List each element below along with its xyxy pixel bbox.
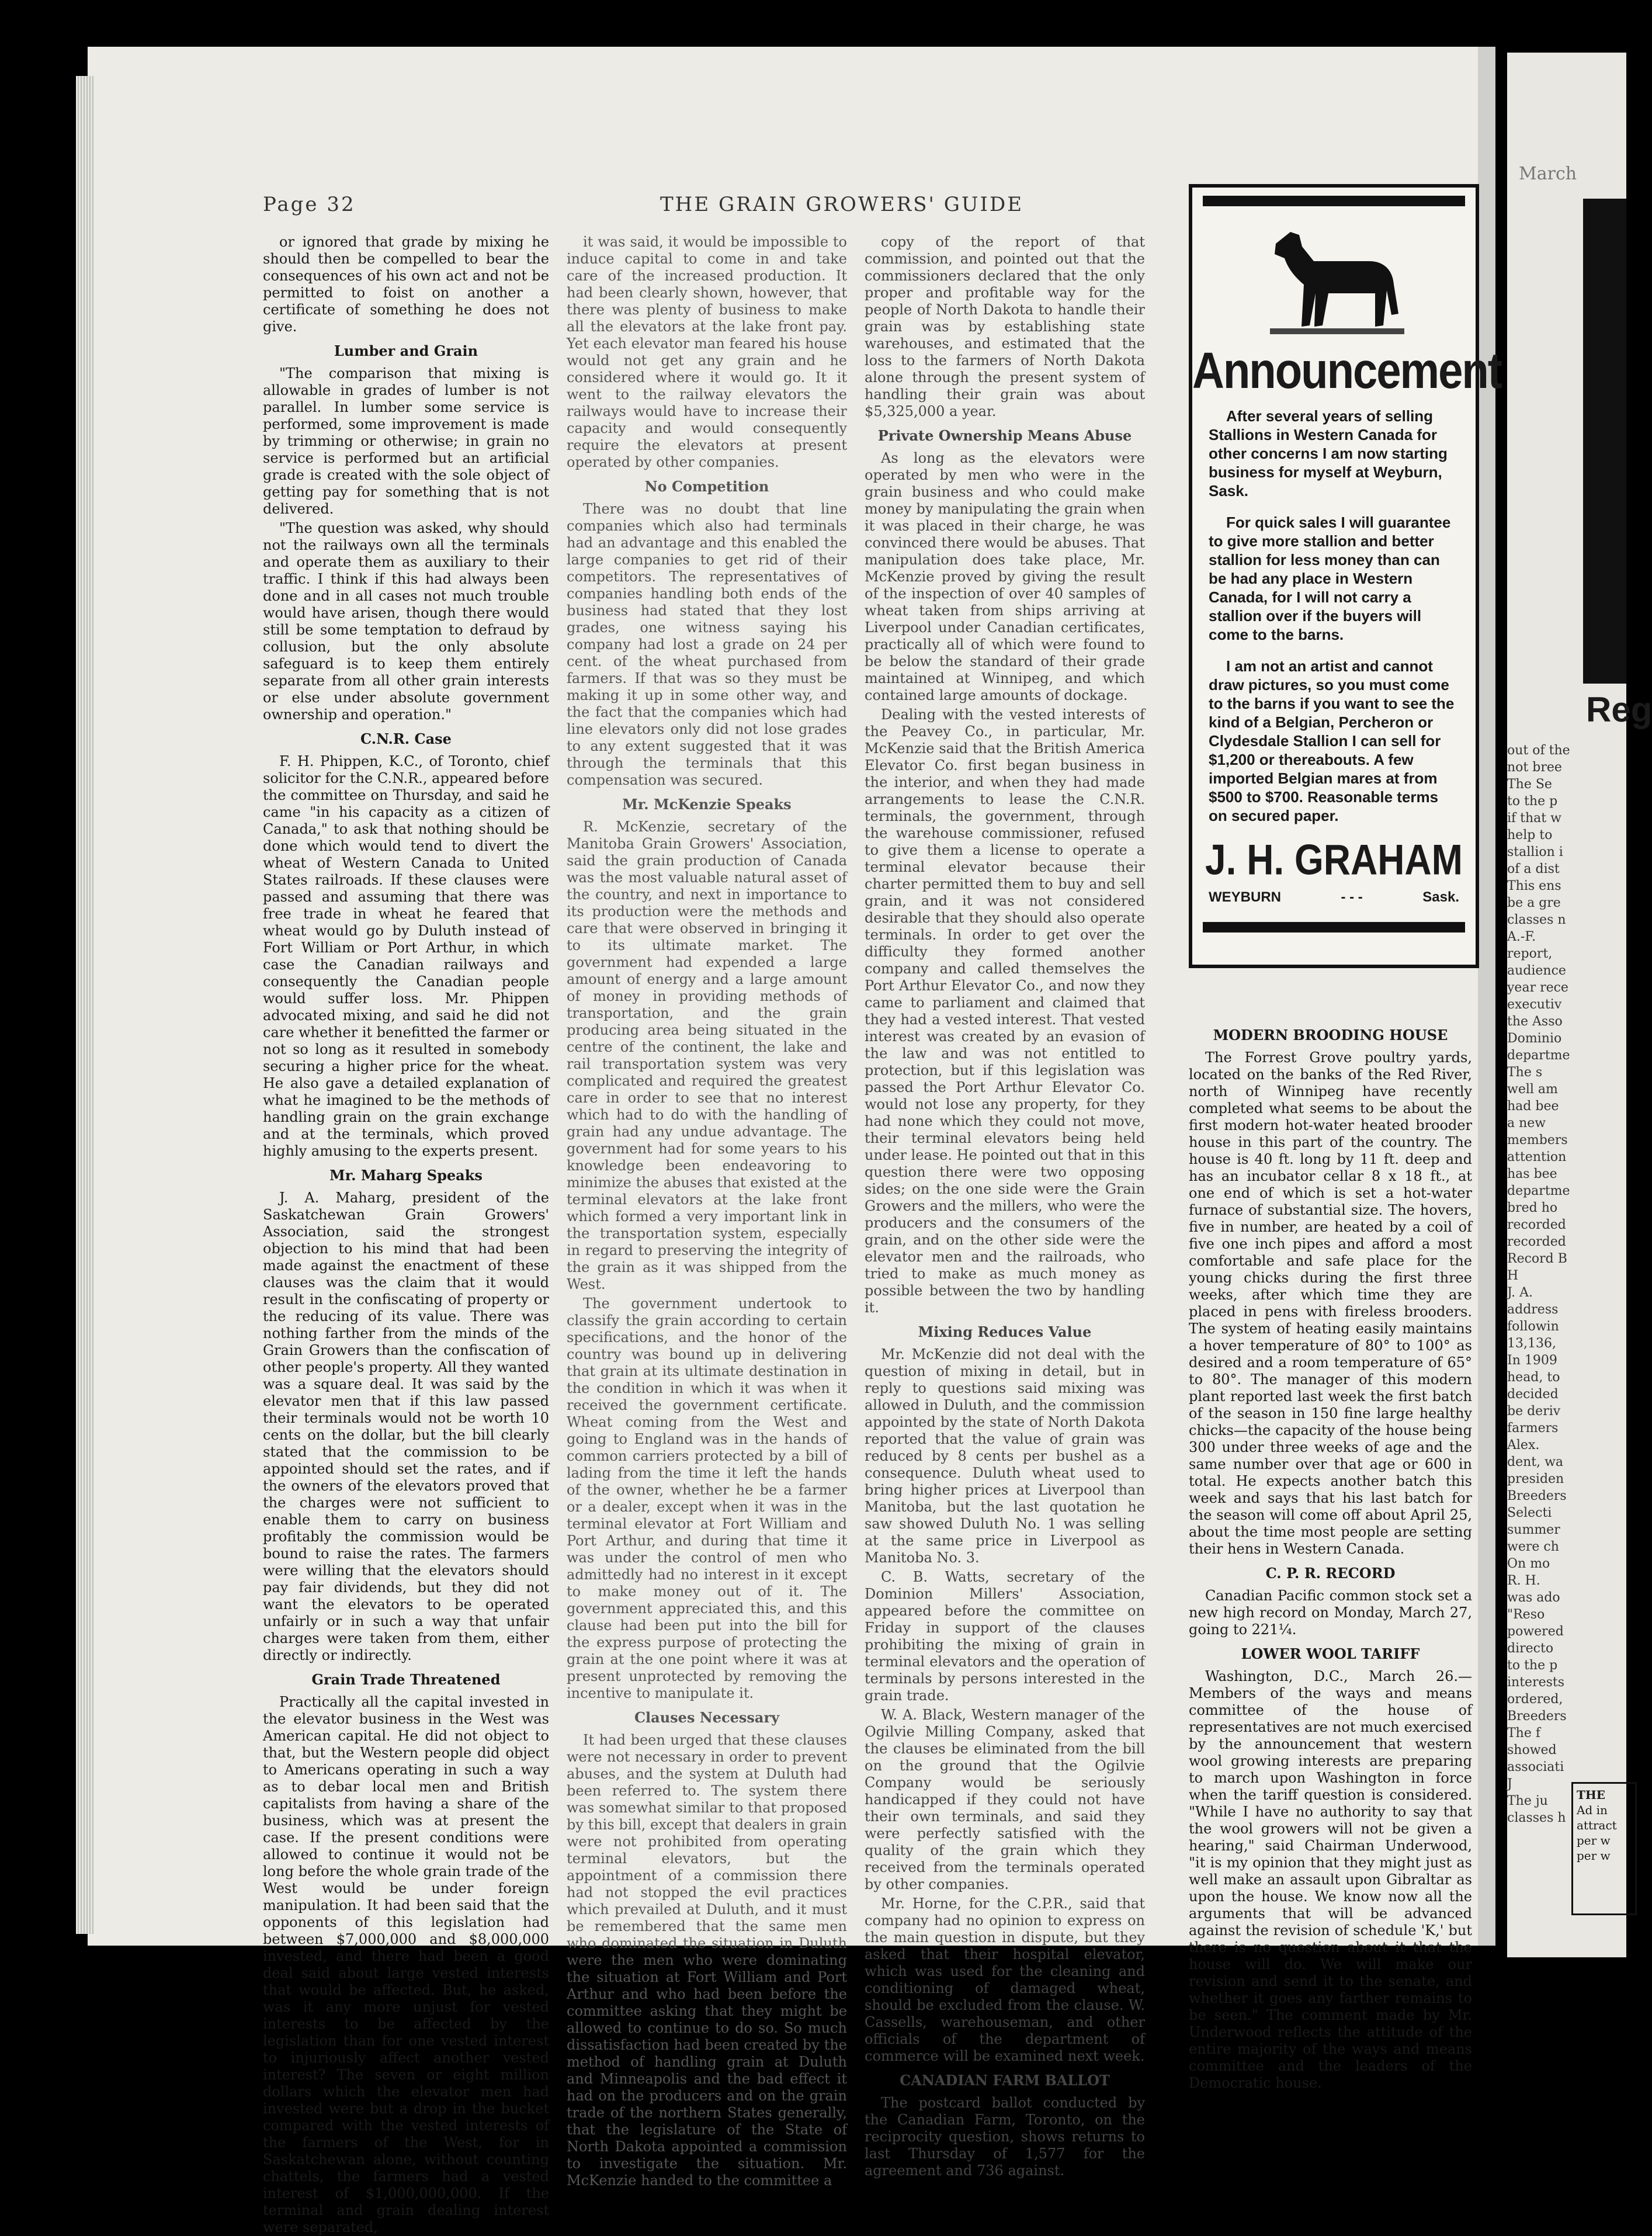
adjacent-line: powered	[1507, 1624, 1564, 1639]
article-paragraph: There was no doubt that line companies which also had terminals had an advantage and this enabled the large companies to get rid of their competitors. The representatives of companies handling both ends of the business had stated that they lost grades, one witness saying his company had lost a grade on 24 per cent. of the wheat purchased from farmers. If that was so they must be making it up in some other way, and the fact that the companies which had line elevators only did not lose grades to any extent suggested that it was through the terminals that this compensation was secured.	[567, 501, 847, 788]
adjacent-line: This ens	[1507, 879, 1561, 893]
adjacent-line: J. A.	[1507, 1285, 1533, 1300]
adjacent-line: decided	[1507, 1387, 1559, 1402]
adjacent-line: presiden	[1507, 1472, 1564, 1486]
adjacent-line: The s	[1507, 1065, 1543, 1080]
article-paragraph: "The comparison that mixing is allowable in grades of lumber is not parallel. In lumber some service is performed, some improvement is made by trimming or otherwise; in grain no service is performed but an artificial grade is created with the sole object of getting pay for something that is not delivered.	[263, 365, 549, 517]
page-stack-edge	[76, 76, 93, 1934]
adjacent-line: Breeders	[1507, 1489, 1567, 1503]
article-paragraph: The Forrest Grove poultry yards, located on the banks of the Red River, north of Winnipeg have recently completed what seems to be about the first modern hot-water heated brooder house in this part of the country. The house is 40 ft. long by 11 ft. deep and has an incubator cellar 8 x 18 ft., at one end of which is set a hot-water furnace of substantial size. The hovers, five in number, are heated by a coil of five one inch pipes and afford a most comfortable and safe place for the young chicks during the first three weeks, after which time they are placed in pens with fireless brooders. The system of heating easily maintains a hover temperature of 80° to 100° as desired and a room temperature of 65° to 80°. The manager of this modern plant reported last week the first batch of the season in 150 fine large healthy chicks—the capacity of the house being 300 under three weeks of age and the same number over that age or 600 in total. He expects another batch this week and says that his last batch for the season will come off about April 25, about the time most people are setting their hens in Western Canada.	[1189, 1049, 1472, 1557]
ad-top-rule	[1203, 196, 1465, 206]
adjacent-box-line: attract	[1577, 1818, 1617, 1832]
article-paragraph: R. McKenzie, secretary of the Manitoba Grain Growers' Association, said the grain production of Canada was the most valuable natural asset of the country, and next in importance to its production were the methods and care that were observed in bringing it to its ultimate market. The government had expended a large amount of energy and a large amount of money in providing methods of transportation, and the grain producing area being situated in the centre of the continent, the lake and rail transportation system was very complicated and required the greatest care in order to see that no interest which had to do with the handling of grain had any undue advantage. The government had for some years to his knowledge been endeavoring to minimize the abuses that existed at the terminal elevators at the lake front which formed a very important link in the transportation system, especially in regard to preserving the integrity of the grain as it was shipped from the West.	[567, 819, 847, 1292]
section-heading: Mixing Reduces Value	[918, 1323, 1092, 1340]
advertiser-location	[1209, 889, 1459, 906]
adjacent-line: help to	[1507, 828, 1553, 843]
article-paragraph: "The question was asked, why should not the railways own all the terminals and operate them as auxiliary to their traffic. I think if this had always been done and in all cases not much trouble would have arisen, though there would still be some temptation to defraud by collusion, but the only absolute safeguard is to keep them entirely separate from all other grain interests or else under absolute government ownership and operation."	[263, 520, 549, 723]
page-number: Page 32	[263, 193, 356, 216]
section-heading: LOWER WOOL TARIFF	[1241, 1645, 1420, 1662]
adjacent-line: Breeders	[1507, 1709, 1567, 1724]
article-paragraph: Canadian Pacific common stock set a new high record on Monday, March 27, going to 221¼.	[1189, 1587, 1472, 1638]
adjacent-line: were ch	[1507, 1540, 1559, 1554]
adjacent-image-block	[1583, 199, 1626, 684]
adjacent-line: departme	[1507, 1184, 1570, 1198]
stallion-advertisement	[1189, 184, 1502, 968]
article-paragraph: it was said, it would be impossible to induce capital to come in and take care of the increased production. It had been clearly shown, however, that there was plenty of business to make all the elevators at the lake front pay. Yet each elevator man feared his house would not get any grain and he considered where it would go. It it went to the railway elevators the railways would have to increase their capacity and would consequently require the elevators at present operated by other companies.	[567, 234, 847, 470]
adjacent-line: had bee	[1507, 1099, 1559, 1114]
adjacent-line: Alex.	[1507, 1438, 1540, 1452]
adjacent-line: was ado	[1507, 1590, 1560, 1605]
article-paragraph: Practically all the capital invested in the elevator business in the West was American capital. He did not object to that, but the Western people did object to Americans operating in such a way as to debar local men and British capitalists from having a share of the business, which was at present the case. If the present conditions were allowed to continue it would not be long before the whole grain trade of the West would be under foreign manipulation. It had been said that the opponents of this legislation had between $7,000,000 and $8,000,000 invested, and there had been a good deal said about large vested interests that would be affected. But, he asked, was it any more unjust for vested interests to be affected by the legislation than for one vested interest to injuriously affect another vested interest? The seven or eight million dollars which the elevator men had invested were but a drop in the bucket compared with the vested interests of the farmers of the West, for in Saskatchewan alone, without counting chattels, the farmers had a vested interest of $1,000,000,000. If the terminal and grain dealing interest were separated,	[263, 1694, 549, 2235]
adjacent-line: a new	[1507, 1116, 1546, 1131]
adjacent-line: The f	[1507, 1726, 1540, 1741]
adjacent-line: interests	[1507, 1675, 1565, 1690]
adjacent-line: classes h	[1507, 1811, 1566, 1825]
adjacent-line: Record B	[1507, 1252, 1567, 1266]
advertiser-town: WEYBURN	[1209, 889, 1281, 905]
adjacent-line: associati	[1507, 1760, 1564, 1774]
section-heading: Mr. Maharg Speaks	[329, 1167, 483, 1184]
article-paragraph: It had been urged that these clauses were not necessary in order to prevent abuses, and the system at Duluth had been referred to. The system there was somewhat similar to that proposed by this bill, except that dealers in grain were not prohibited from operating terminal elevators, but the appointment of a commission there had not stopped the evil practices which prevailed at Duluth, and it must be remembered that the same men who dominated the situation in Duluth were the men who were dominating the situation at Fort William and Port Arthur and who had been before the committee asking that they might be allowed to continue to do so. So much dissatisfaction had been created by the method of handling grain at Duluth and Minneapolis and the bad effect it had on the producers and on the grain trade of the northern States generally, that the legislature of the State of North Dakota appointed a commission to investigate the situation. Mr. McKenzie handed to the committee a	[567, 1732, 847, 2189]
adjacent-line: J	[1507, 1777, 1512, 1791]
adjacent-line: to the p	[1507, 1658, 1558, 1673]
adjacent-line: directo	[1507, 1641, 1554, 1656]
section-heading: Lumber and Grain	[334, 342, 478, 359]
section-heading: Mr. McKenzie Speaks	[622, 796, 792, 813]
adjacent-line: of a dist	[1507, 862, 1560, 876]
adjacent-line: out of the	[1507, 743, 1570, 758]
article-paragraph: Mr. McKenzie did not deal with the question of mixing in detail, but in reply to questions said mixing was allowed in Duluth, and the commission appointed by the state of North Dakota reported that the value of grain was reduced by 8 cents per bushel as a consequence. Duluth wheat used to bring higher prices at Liverpool than Manitoba, but the last quotation he saw showed Duluth No. 1 was selling at the same price in Liverpool as Manitoba No. 3.	[865, 1346, 1145, 1566]
adjacent-box-line: per w	[1577, 1849, 1611, 1863]
adjacent-line: members	[1507, 1133, 1568, 1148]
column-2	[567, 234, 847, 2189]
adjacent-line: stallion i	[1507, 845, 1563, 859]
adjacent-line: In 1909	[1507, 1353, 1557, 1368]
adjacent-line: recorded	[1507, 1218, 1566, 1232]
section-heading: Private Ownership Means Abuse	[877, 427, 1132, 444]
adjacent-line: not bree	[1507, 760, 1562, 775]
horse-icon	[1258, 220, 1410, 337]
section-heading: C. P. R. RECORD	[1265, 1565, 1396, 1582]
adjacent-line: On mo	[1507, 1556, 1550, 1571]
article-paragraph: C. B. Watts, secretary of the Dominion Millers' Association, appeared before the committee on Friday in support of the clauses prohibiting the mixing of grain in terminal elevators and the operation of terminals by persons interested in the grain trade.	[865, 1569, 1145, 1704]
adjacent-line: well am	[1507, 1082, 1558, 1097]
article-paragraph: J. A. Maharg, president of the Saskatchewan Grain Growers' Association, said the strongest objection to his mind that had been made against the enactment of these clauses was the claim that it would result in the confiscating of property or the reducing of its value. There was nothing farther from the minds of the Grain Growers than the confiscation of other people's property. All they wanted was a square deal. It was said by the elevator men that if this law passed their terminals would not be worth 10 cents on the dollar, but the bill clearly stated that the commission to be appointed should set the rates, and if the owners of the elevators proved that the charges were not sufficient to enable them to carry on business profitably the commission would be bound to raise the rates. The farmers were willing that the elevators should pay fair dividends, but they did not want the elevators to be operated unfairly or in such a way that unfair charges were taken from them, either directly or indirectly.	[263, 1190, 549, 1663]
adjacent-line: R. H.	[1507, 1573, 1540, 1588]
adjacent-box-line: THE	[1577, 1788, 1606, 1802]
adjacent-box-line: per w	[1577, 1833, 1611, 1847]
adjacent-line: address	[1507, 1302, 1559, 1317]
column-3	[865, 234, 1145, 2179]
adjacent-line: showed	[1507, 1743, 1557, 1757]
ad-paragraph-1: After several years of selling Stallions in Western Canada for other concerns I am now starting business for myself at Weyburn, Sask.	[1209, 407, 1448, 500]
adjacent-line: audience	[1507, 963, 1566, 978]
adjacent-line: The ju	[1507, 1794, 1548, 1808]
ad-paragraph-2: For quick sales I will guarantee to give more stallion and better stallion for less money than can be had any place in Western Canada, for I will not carry a stallion over if the buyers will come to the barns.	[1209, 514, 1451, 643]
article-paragraph: or ignored that grade by mixing he should then be compelled to bear the consequences of his own act and not be permitted to foist on another a certificate of something he does not give.	[263, 234, 549, 335]
adjacent-line: year rece	[1507, 980, 1568, 995]
section-heading: Grain Trade Threatened	[311, 1671, 501, 1688]
adjacent-ad-box	[1571, 1782, 1637, 1915]
adjacent-line: has bee	[1507, 1167, 1557, 1181]
article-paragraph: copy of the report of that commission, and pointed out that the commissioners declared that the only proper and profitable way for the people of North Dakota to handle their grain was by establishing state warehouses, and estimated that the loss to the farmers of North Dakota alone through the present system of handling their grain was about $5,325,000 a year.	[865, 234, 1145, 420]
adjacent-line: "Reso	[1507, 1607, 1545, 1622]
section-heading: MODERN BROODING HOUSE	[1213, 1027, 1448, 1044]
article-paragraph: The government undertook to classify the grain according to certain specifications, and the honor of the country was bound up in delivering that grain at its ultimate destination in the condition in which it was when it received the government certificate. Wheat coming from the West and going to England was in the hands of common carriers protected by a bill of lading from the time it left the hands of the owner, whether he be a farmer or a dealer, except when it was in the terminal elevator at Fort William and Port Arthur, and during that time it was under the control of men who admittedly had no interest in it except to make money out of it. The government appreciated this, and this clause had been put into the bill for the express purpose of protecting the grain at the one point where it was at present unprotected by removing the incentive to manipulate it.	[567, 1295, 847, 1701]
adjacent-line: followin	[1507, 1319, 1559, 1334]
ad-paragraph-3: I am not an artist and cannot draw pictures, so you must come to the barns if you want to see the kind of a Belgian, Percheron or Clydesdale Stallion I can sell for $1,200 or thereabouts. A few imported Belgian mares at from $500 to $700. Reasonable terms on secured paper.	[1209, 657, 1455, 824]
adjacent-page	[1507, 53, 1652, 1957]
section-heading: CANADIAN FARM BALLOT	[900, 2072, 1110, 2089]
adjacent-line: Dominio	[1507, 1031, 1562, 1046]
ad-title: Announcement	[1192, 342, 1502, 400]
advertiser-name: J. H. GRAHAM	[1205, 835, 1463, 884]
article-paragraph: The postcard ballot conducted by the Canadian Farm, Toronto, on the reciprocity question, shows returns to last Thursday of 1,577 for the agreement and 736 against.	[865, 2095, 1145, 2179]
adjacent-heading: Reg	[1586, 690, 1652, 729]
article-paragraph: Mr. Horne, for the C.P.R., said that company had no opinion to express on the main question in dispute, but they asked that their hospital elevator, which was used for the cleaning and conditioning of damaged wheat, should be excluded from the clause. W. Cassells, warehouseman, and other officials of the department of commerce will be examined next week.	[865, 1895, 1145, 2064]
adjacent-line: if that w	[1507, 811, 1561, 826]
adjacent-line: be deriv	[1507, 1404, 1561, 1419]
adjacent-line: to the p	[1507, 794, 1558, 809]
column-1	[263, 234, 549, 2235]
adjacent-line: A.-F.	[1507, 930, 1536, 944]
masthead: THE GRAIN GROWERS' GUIDE	[660, 193, 1024, 216]
adjacent-line: recorded	[1507, 1235, 1566, 1249]
adjacent-text	[1507, 742, 1624, 1826]
adjacent-line: report,	[1507, 947, 1553, 961]
adjacent-line: executiv	[1507, 997, 1562, 1012]
adjacent-line: H	[1507, 1268, 1519, 1283]
adjacent-page-header: March	[1519, 164, 1577, 184]
advertiser-province: Sask.	[1422, 889, 1459, 905]
adjacent-line: classes n	[1507, 913, 1566, 927]
article-paragraph: Washington, D.C., March 26.—Members of the ways and means committee of the house of representatives are not much exercised by the announcement that western wool growing interests are preparing to march upon Washington in force when the tariff question is considered. "While I have no authority to say that the wool growers will not be given a hearing," said Chairman Underwood, "it is my opinion that they might just as well make an assault upon Gibraltar as upon the house. We know now all the arguments that will be advanced against the revision of schedule 'K,' but there is no question about it that the house will do. We will make our revision and send it to the senate, and whether it goes any farther remains to be seen." The comment made by Mr. Underwood reflects the attitude of the entire majority of the ways and means committee and the leaders of the Democratic house.	[1189, 1668, 1472, 2091]
column-4	[1189, 1020, 1472, 2091]
section-heading: C.N.R. Case	[360, 730, 452, 747]
adjacent-line: The Se	[1507, 777, 1552, 792]
article-paragraph: W. A. Black, Western manager of the Ogilvie Milling Company, asked that the clauses be eliminated from the bill on the ground that the Ogilvie Company would be seriously handicapped if they could not have their own terminals, and said they were perfectly satisfied with the quality of the grain which they received from the terminals operated by other companies.	[865, 1707, 1145, 1892]
adjacent-line: ordered,	[1507, 1692, 1563, 1707]
section-heading: Clauses Necessary	[634, 1709, 780, 1726]
adjacent-line: be a gre	[1507, 896, 1561, 910]
adjacent-line: the Asso	[1507, 1014, 1563, 1029]
adjacent-line: farmers	[1507, 1421, 1559, 1436]
adjacent-line: Selecti	[1507, 1506, 1552, 1520]
adjacent-line: 13,136,	[1507, 1336, 1556, 1351]
ad-bottom-rule	[1203, 922, 1465, 932]
article-paragraph: Dealing with the vested interests of the Peavey Co., in particular, Mr. McKenzie said that the British America Elevator Co. first began business in the interior, and when they had made arrangements to lease the C.N.R. terminals, the government, through the warehouse commissioner, refused to give them a license to operate a terminal elevator because their charter permitted them to buy and sell grain, and it was not considered desirable that they should also operate terminals. In order to get over the difficulty they formed another company and called themselves the Port Arthur Elevator Co., and now they came to parliament and claimed that they had a vested interest. That vested interest was created by an evasion of the law and was not entitled to protection, but if this legislation was passed the Port Arthur Elevator Co. would not lose any property, for they had none which they could not move, their terminal elevators being held under lease. He pointed out that in this question there were two opposing sides; on the one side were the Grain Growers and the millers, who were the producers and the consumers of the grain, and on the other side were the elevator men and the railroads, who tried to make as much money as possible between the two by handling it.	[865, 706, 1145, 1316]
location-dashes: - - -	[1341, 889, 1363, 905]
adjacent-line: attention	[1507, 1150, 1567, 1164]
section-heading: No Competition	[644, 478, 769, 495]
article-paragraph: As long as the elevators were operated by men who were in the grain business and who could make money by manipulating the grain when it was placed in their charge, he was convinced there would be abuses. That manipulation does take place, Mr. McKenzie proved by giving the result of the inspection of over 40 samples of wheat taken from ships arriving at Liverpool under Canadian certificates, practically all of which were found to be below the standard of their grade maintained at Winnipeg, and which contained large amounts of dockage.	[865, 450, 1145, 703]
adjacent-line: summer	[1507, 1523, 1560, 1537]
article-paragraph: F. H. Phippen, K.C., of Toronto, chief solicitor for the C.N.R., appeared before the committee on Thursday, and said he came "in his capacity as a citizen of Canada," to ask that nothing should be done which would tend to divert the wheat of Western Canada to United States railroads. If these clauses were passed and assuming that there was free trade in wheat he feared that wheat would go by Duluth instead of Fort William or Port Arthur, in which case the Canadian railways and consequently the Canadian people would suffer loss. Mr. Phippen advocated mixing, and said he did not care whether it benefitted the farmer or not so long as it resulted in somebody securing a higher price for the wheat. He also gave a detailed explanation of what he imagined to be the methods of handling grain on the grain exchange and at the terminals, which proved highly amusing to the experts present.	[263, 753, 549, 1159]
adjacent-line: dent, wa	[1507, 1455, 1564, 1469]
adjacent-line: bred ho	[1507, 1201, 1558, 1215]
adjacent-line: head, to	[1507, 1370, 1560, 1385]
adjacent-line: departme	[1507, 1048, 1570, 1063]
adjacent-box-line: Ad in	[1577, 1803, 1608, 1817]
